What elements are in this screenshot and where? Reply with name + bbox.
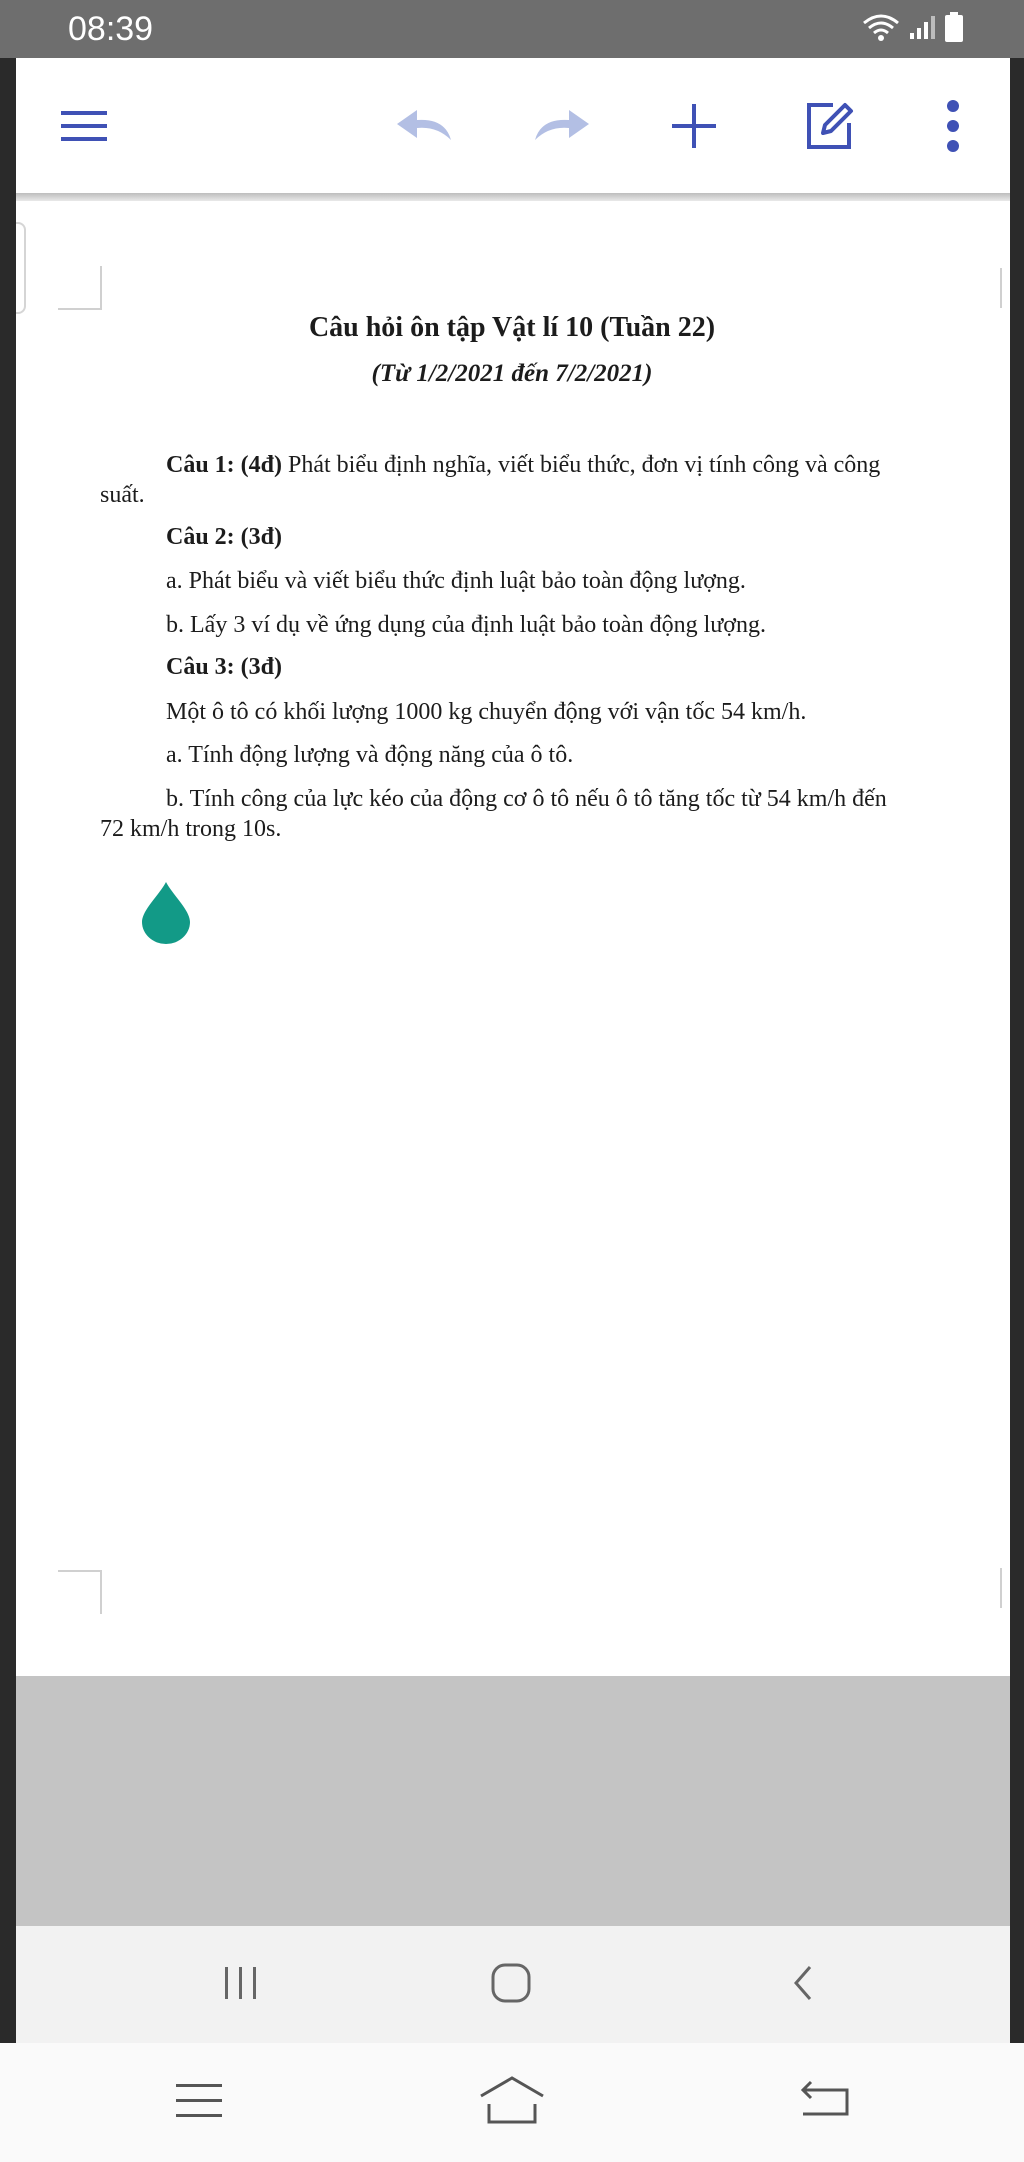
question-3-a: a. Tính động lượng và động năng của ô tô. xyxy=(166,742,574,768)
question-3-intro: Một ô tô có khối lượng 1000 kg chuyển động với vận tốc 54 km/h. xyxy=(166,699,807,725)
add-button[interactable] xyxy=(662,92,726,160)
add-icon xyxy=(669,101,719,151)
recent-apps-button[interactable] xyxy=(206,1950,276,2020)
device-home-button[interactable] xyxy=(472,2067,552,2137)
back-button[interactable] xyxy=(768,1950,838,2020)
question-3-b: b. Tính công của lực kéo của động cơ ô tô nếu ô tô tăng tốc từ 54 km/h đến xyxy=(166,786,887,812)
page-corner-mark xyxy=(58,1570,102,1614)
edit-button[interactable] xyxy=(798,92,862,160)
status-bar xyxy=(0,0,1024,58)
more-options-button[interactable] xyxy=(928,92,978,160)
page-margin-mark xyxy=(1000,1568,1002,1608)
undo-icon xyxy=(393,106,455,146)
device-back-button[interactable] xyxy=(790,2067,860,2137)
page-corner-mark xyxy=(58,266,102,310)
redo-button[interactable] xyxy=(526,94,598,158)
menu-button[interactable] xyxy=(52,94,116,158)
wifi-icon xyxy=(862,12,900,47)
system-nav-bar xyxy=(16,1926,1010,2043)
status-time: 08:39 xyxy=(68,10,154,48)
text-cursor-handle[interactable] xyxy=(140,880,192,944)
undo-button[interactable] xyxy=(388,94,460,158)
recent-apps-icon xyxy=(221,1965,261,2006)
teardrop-icon xyxy=(140,931,192,948)
page-margin-mark xyxy=(1000,268,1002,308)
signal-icon xyxy=(908,13,936,46)
question-1-continued: suất. xyxy=(100,482,145,508)
device-frame-left xyxy=(0,58,16,2043)
document-subtitle: (Từ 1/2/2021 đến 7/2/2021) xyxy=(371,360,653,387)
back-icon xyxy=(788,1963,818,2008)
redo-icon xyxy=(531,106,593,146)
question-1 xyxy=(166,450,880,480)
document-title: Câu hỏi ôn tập Vật lí 10 (Tuần 22) xyxy=(308,312,716,343)
device-nav-bar xyxy=(0,2043,1024,2162)
device-frame-right xyxy=(1010,58,1024,2043)
back-icon xyxy=(797,2078,853,2127)
question-2-b: b. Lấy 3 ví dụ về ứng dụng của định luật bảo toàn động lượng. xyxy=(166,612,766,638)
question-2-a: a. Phát biểu và viết biểu thức định luật bảo toàn động lượng. xyxy=(166,568,746,594)
page-side-tab[interactable] xyxy=(16,222,26,314)
toolbar-divider xyxy=(16,193,1010,201)
more-vert-icon xyxy=(946,99,960,153)
battery-icon xyxy=(944,11,964,48)
question-2-label: Câu 2: (3đ) xyxy=(166,524,283,550)
app-toolbar xyxy=(16,58,1010,193)
status-icons xyxy=(862,12,964,46)
home-icon xyxy=(477,2074,547,2131)
home-button[interactable] xyxy=(476,1950,546,2020)
edit-icon xyxy=(803,99,857,153)
home-icon xyxy=(489,1961,533,2010)
question-3-label: Câu 3: (3đ) xyxy=(166,654,283,680)
question-1-text: Phát biểu định nghĩa, viết biểu thức, đơn vị tính công và công xyxy=(282,452,881,478)
question-1-label: Câu 1: (4đ) xyxy=(166,452,283,478)
device-menu-button[interactable] xyxy=(164,2071,234,2135)
menu-icon xyxy=(59,106,109,146)
question-3-b-continued: 72 km/h trong 10s. xyxy=(100,816,282,842)
document-background xyxy=(16,1676,1010,1926)
menu-icon xyxy=(174,2080,224,2127)
